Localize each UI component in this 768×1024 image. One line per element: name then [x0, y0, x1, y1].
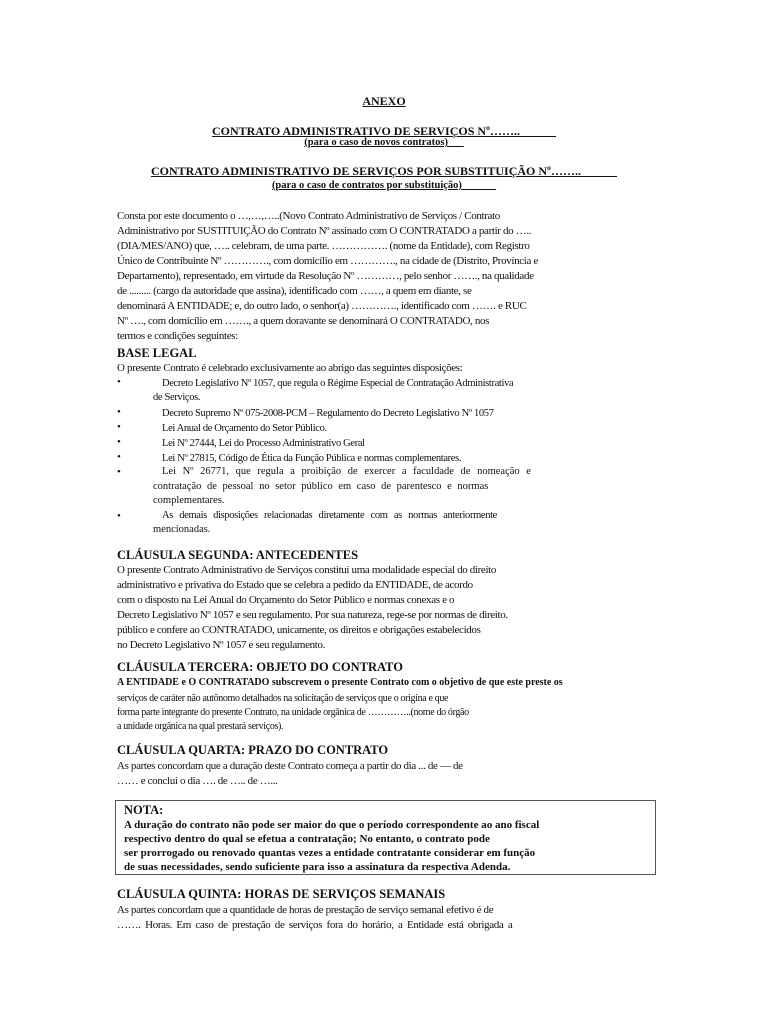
bullet-5: • — [117, 451, 121, 463]
clause-third-heading: CLÁUSULA TERCERA: OBJETO DO CONTRATO — [117, 660, 403, 674]
clause-fifth-heading: CLÁUSULA QUINTA: HORAS DE SERVIÇOS SEMANAIS — [117, 887, 446, 901]
bullet-1: • — [117, 376, 121, 388]
note-line: ser prorrogado ou renovado quantas vezes a entidade contratante considerar em função — [124, 847, 536, 859]
contract-title-new-text: CONTRATO ADMINISTRATIVO DE SERVIÇOS Nº…….. — [211, 124, 520, 138]
clause-third-line: forma parte integrante do presente Contrato, na unidade orgânica de …………..(nome do órgão — [117, 707, 469, 718]
bullet-3: • — [117, 421, 121, 433]
bullet-2: • — [117, 406, 121, 418]
clause-fifth-line: ……. Horas. Em caso de prestação de serviços fora do horário, a Entidade está obrigada a — [117, 919, 513, 931]
contract-subtitle-substitution-text: (para o caso de contratos por substituição) — [271, 180, 462, 191]
intro-line: de ......... (cargo da autoridade que assina), identificado com ……, a quem em diante, se — [117, 285, 472, 297]
intro-line: Administrativo por SUSTITUIÇÃO do Contrato Nº assinado com O CONTRATADO a partir do ….. — [117, 225, 532, 237]
base-legal-item: Decreto Supremo Nº 075-2008-PCM – Regulamento do Decreto Legislativo Nº 1057 — [162, 408, 494, 419]
clause-third-line: a unidade orgânica na qual prestará serviços). — [117, 721, 284, 732]
base-legal-intro: O presente Contrato é celebrado exclusivamente ao abrigo das seguintes disposições: — [117, 362, 463, 374]
contract-title-substitution — [0, 164, 768, 179]
base-legal-item: complementares. — [153, 495, 225, 506]
clause-third-line: serviços de caráter não autônomo detalhados na solicitação de serviços que o origina e que — [117, 693, 449, 704]
intro-line: (DIA/MES/ANO) que, ….. celebram, de uma parte. ……………. (nome da Entidade), com Registro — [117, 240, 530, 252]
intro-line: denominará A ENTIDADE; e, do outro lado, o senhor(a) …………., identificado com ……. e RUC — [117, 300, 527, 312]
contract-subtitle-substitution — [0, 180, 768, 191]
clause-second-line: O presente Contrato Administrativo de Serviços constitui uma modalidade especial do direito — [117, 564, 497, 576]
clause-fourth-line: As partes concordam que a duração deste Contrato começa a partir do dia ... de — de — [117, 760, 463, 772]
bullet-4: • — [117, 436, 121, 448]
base-legal-item: mencionadas. — [153, 524, 211, 535]
base-legal-item: Lei Anual de Orçamento do Setor Público. — [162, 423, 327, 434]
intro-line: Nº …., com domicílio em ……., a quem doravante se denominará O CONTRATADO, nos — [117, 315, 490, 327]
base-legal-item: contratação de pessoal no setor público em caso de parentesco e normas — [153, 481, 489, 492]
clause-second-heading: CLÁUSULA SEGUNDA: ANTECEDENTES — [117, 548, 359, 562]
clause-fifth-line: As partes concordam que a quantidade de horas de prestação de serviço semanal efetivo é de — [117, 904, 494, 916]
base-legal-item: As demais disposições relacionadas diretamente com as normas anteriormente — [162, 510, 497, 521]
base-legal-heading: BASE LEGAL — [117, 346, 197, 360]
clause-second-line: administrativo e privativa do Estado que se celebra a pedido da ENTIDADE, de acordo — [117, 579, 473, 591]
note-line: A duração do contrato não pode ser maior do que o período correspondente ao ano fiscal — [124, 819, 540, 831]
base-legal-item: de Serviços. — [153, 392, 201, 403]
contract-title-substitution-text: CONTRATO ADMINISTRATIVO DE SERVIÇOS POR SUBSTITUIÇÃO Nº…….. — [150, 164, 582, 178]
base-legal-item: Decreto Legislativo Nº 1057, que regula o Régime Especial de Contratação Administrativa — [162, 378, 514, 389]
clause-second-line: público e confere ao CONTRATADO, unicamente, os direitos e obrigações estabelecidos — [117, 624, 481, 636]
intro-line: Consta por este documento o …,…,…..(Novo Contrato Administrativo de Serviços / Contrato — [117, 210, 500, 222]
base-legal-item: Lei Nº 27444, Lei do Processo Administrativo Geral — [162, 438, 365, 449]
clause-fourth-heading: CLÁUSULA QUARTA: PRAZO DO CONTRATO — [117, 743, 389, 757]
base-legal-item: Lei Nº 27815, Código de Ética da Função Pública e normas complementares. — [162, 453, 462, 464]
note-box — [115, 800, 656, 875]
note-line: respectivo dentro do qual se efetua a contratação; No entanto, o contrato pode — [124, 833, 490, 845]
annex-title: ANEXO — [362, 94, 406, 108]
clause-second-line: no Decreto Legislativo Nº 1057 e seu regulamento. — [117, 639, 326, 651]
contract-subtitle-new-text: (para o caso de novos contratos) — [304, 137, 449, 148]
note-line: de suas necessidades, sendo suficiente para isso a assinatura da respectiva Adenda. — [124, 861, 511, 873]
clause-fourth-line: …… e conclui o dia …. de ….. de …... — [117, 775, 278, 787]
clause-second-line: com o disposto na Lei Anual do Orçamento do Setor Público e normas conexas e o — [117, 594, 455, 606]
clause-third-line: A ENTIDADE e O CONTRATADO subscrevem o presente Contrato com o objetivo de que este preste os — [117, 677, 563, 688]
note-title: NOTA: — [124, 803, 164, 817]
intro-line: Departamento), representado, em virtude da Resolução Nº …………, pelo senhor ……., na qualidade — [117, 270, 534, 282]
bullet-7: • — [117, 510, 121, 522]
intro-line: termos e condições seguintes: — [117, 330, 238, 342]
contract-subtitle-new — [0, 137, 768, 148]
bullet-6: • — [117, 466, 121, 478]
clause-second-line: Decreto Legislativo Nº 1057 e seu regulamento. Por sua natureza, rege-se por normas de direito. — [117, 609, 508, 621]
intro-line: Único de Contribuinte Nº …………., com domicílio em …………., na cidade de (Distrito, Província e — [117, 255, 538, 267]
base-legal-item: Lei Nº 26771, que regula a proibição de exercer a faculdade de nomeação e — [162, 466, 531, 477]
